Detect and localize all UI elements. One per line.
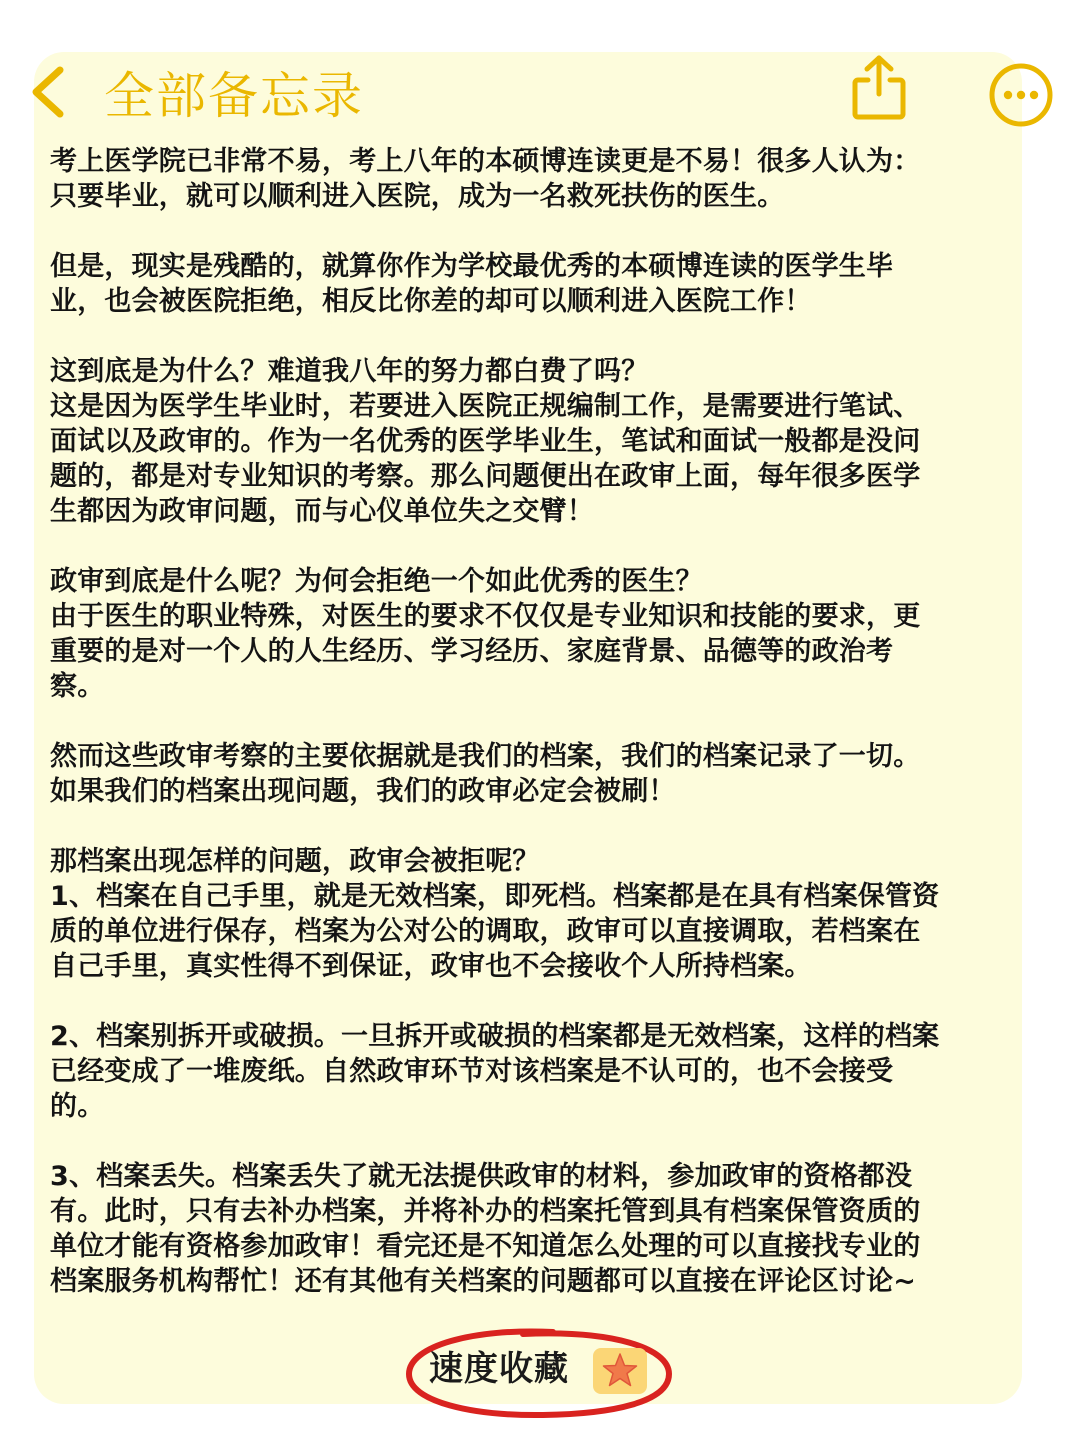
paragraph-2: 但是，现实是残酷的，就算你作为学校最优秀的本硕博连读的医学生毕 业，也会被医院拒绝，相反比你差的却可以顺利进入医院工作！ bbox=[50, 251, 894, 317]
paragraph-7: 2、档案别拆开或破损。一旦拆开或破损的档案都是无效档案，这样的档案 已经变成了一堆废纸。自然政审环节对该档案是不认可的，也不会接受 的。 bbox=[50, 1021, 940, 1122]
star-badge bbox=[593, 1348, 647, 1394]
paragraph-1: 考上医学院已非常不易，考上八年的本硕博连读更是不易！很多人认为： 只要毕业，就可以顺利进入医院，成为一名救死扶伤的医生。 bbox=[50, 146, 921, 212]
bookmark-label: 速度收藏 bbox=[429, 1349, 569, 1389]
note-body[interactable] bbox=[50, 144, 1035, 1299]
bookmark-cta[interactable] bbox=[403, 1322, 675, 1420]
share-button[interactable] bbox=[848, 54, 910, 122]
back-button[interactable] bbox=[26, 64, 76, 120]
more-button[interactable] bbox=[988, 62, 1054, 128]
chevron-left-icon bbox=[26, 64, 76, 120]
share-icon bbox=[848, 54, 910, 122]
more-ellipsis-icon bbox=[988, 62, 1054, 128]
paragraph-4: 政审到底是什么呢？为何会拒绝一个如此优秀的医生？ 由于医生的职业特殊，对医生的要求不仅仅是专业知识和技能的要求，更 重要的是对一个人的人生经历、学习经历、家庭背景、品德等的政治考 察。 bbox=[50, 566, 921, 702]
paragraph-5: 然而这些政审考察的主要依据就是我们的档案，我们的档案记录了一切。 如果我们的档案出现问题，我们的政审必定会被刷！ bbox=[50, 741, 921, 807]
star-icon bbox=[593, 1348, 647, 1394]
paragraph-3: 这到底是为什么？难道我八年的努力都白费了吗？ 这是因为医学生毕业时，若要进入医院正规编制工作，是需要进行笔试、 面试以及政审的。作为一名优秀的医学毕业生，笔试和面试一般都是没问 题的，都是对专业知识的考察。那么问题便出在政审上面，每年很多医学 生都因为政审问题，而与心仪单位失之交臂！ bbox=[50, 356, 921, 527]
page-title[interactable]: 全部备忘录 bbox=[104, 67, 364, 125]
paragraph-6: 那档案出现怎样的问题，政审会被拒呢？ 1、档案在自己手里，就是无效档案，即死档。档案都是在具有档案保管资 质的单位进行保存，档案为公对公的调取，政审可以直接调取，若档案在 自己手里，真实性得不到保证，政审也不会接收个人所持档案。 bbox=[50, 846, 940, 982]
paragraph-8: 3、档案丢失。档案丢失了就无法提供政审的材料，参加政审的资格都没 有。此时，只有去补办档案，并将补办的档案托管到具有档案保管资质的 单位才能有资格参加政审！看完还是不知道怎么处理的可以直接找专业的 档案服务机构帮忙！还有其他有关档案的问题都可以直接在评论区讨论~ bbox=[50, 1161, 921, 1297]
